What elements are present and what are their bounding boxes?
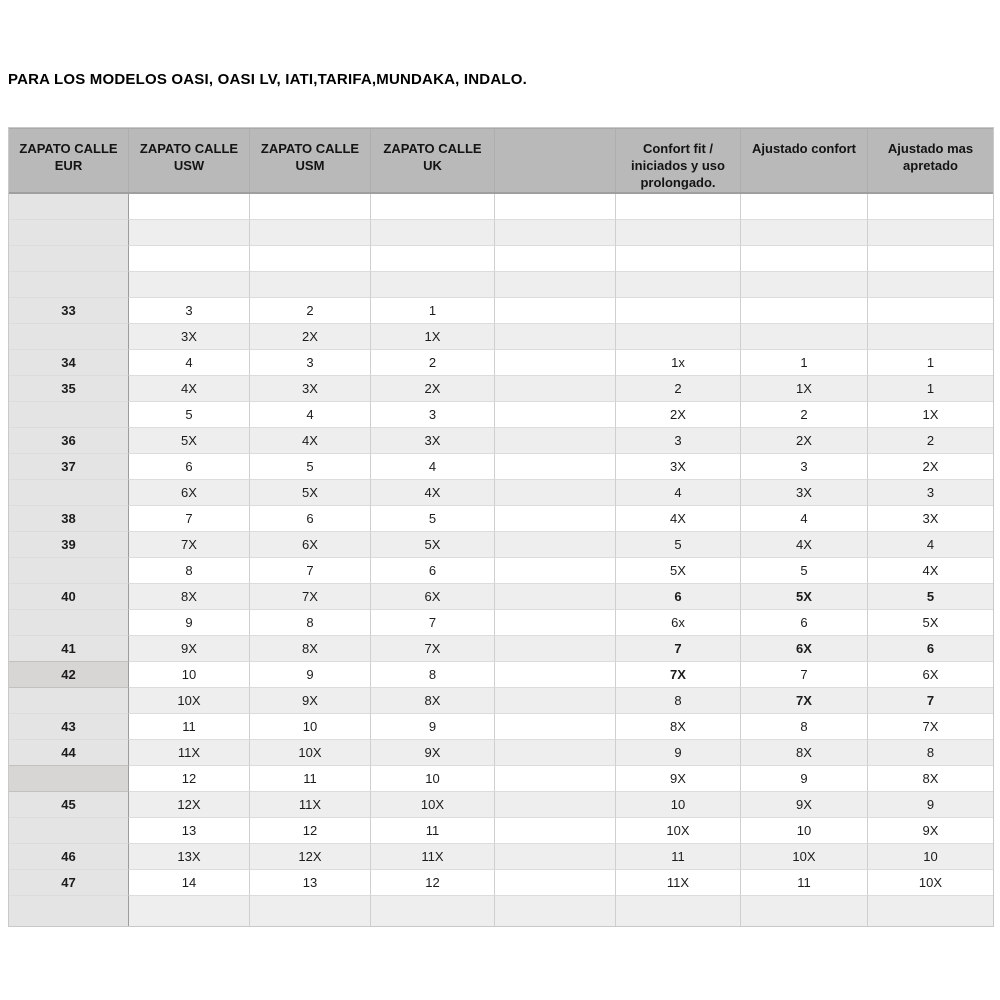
spacer-cell xyxy=(495,532,616,558)
spacer-cell xyxy=(495,324,616,350)
eur-size-cell: 34 xyxy=(9,350,129,376)
uk-cell: 8X xyxy=(371,688,495,714)
column-header-eur: ZAPATO CALLE EUR xyxy=(9,129,129,192)
usm-cell: 6X xyxy=(250,532,371,558)
table-row xyxy=(9,402,993,428)
ajustado-apretado-cell xyxy=(868,298,993,324)
usm-cell: 12 xyxy=(250,818,371,844)
usm-cell: 2X xyxy=(250,324,371,350)
spacer-cell xyxy=(495,818,616,844)
table-row xyxy=(9,324,993,350)
ajustado-apretado-cell: 5 xyxy=(868,584,993,610)
ajustado-apretado-cell: 7 xyxy=(868,688,993,714)
ajustado-confort-cell: 8 xyxy=(741,714,868,740)
ajustado-confort-cell: 2X xyxy=(741,428,868,454)
eur-size-cell xyxy=(9,402,129,428)
spacer-cell xyxy=(495,402,616,428)
ajustado-confort-cell: 1X xyxy=(741,376,868,402)
ajustado-confort-cell: 5X xyxy=(741,584,868,610)
uk-cell: 5 xyxy=(371,506,495,532)
uk-cell: 6 xyxy=(371,558,495,584)
table-row xyxy=(9,662,993,688)
confort-fit-cell xyxy=(616,246,741,272)
ajustado-confort-cell: 10 xyxy=(741,818,868,844)
ajustado-confort-cell: 5 xyxy=(741,558,868,584)
table-row xyxy=(9,714,993,740)
uk-cell: 11 xyxy=(371,818,495,844)
usw-cell: 5 xyxy=(129,402,250,428)
column-header-usw: ZAPATO CALLE USW xyxy=(129,129,250,192)
ajustado-confort-cell: 11 xyxy=(741,870,868,896)
confort-fit-cell: 10X xyxy=(616,818,741,844)
table-row xyxy=(9,376,993,402)
column-header-uk: ZAPATO CALLE UK xyxy=(371,129,495,192)
eur-size-cell xyxy=(9,272,129,298)
table-row xyxy=(9,298,993,324)
uk-cell: 11X xyxy=(371,844,495,870)
spacer-cell xyxy=(495,688,616,714)
table-row xyxy=(9,818,993,844)
table-row xyxy=(9,532,993,558)
uk-cell: 10X xyxy=(371,792,495,818)
confort-fit-cell xyxy=(616,298,741,324)
ajustado-apretado-cell: 1X xyxy=(868,402,993,428)
confort-fit-cell: 9X xyxy=(616,766,741,792)
ajustado-apretado-cell: 9X xyxy=(868,818,993,844)
confort-fit-cell xyxy=(616,324,741,350)
table-row xyxy=(9,246,993,272)
eur-size-cell: 42 xyxy=(9,662,129,688)
usm-cell: 9 xyxy=(250,662,371,688)
usw-cell xyxy=(129,896,250,926)
usm-cell xyxy=(250,272,371,298)
ajustado-confort-cell: 2 xyxy=(741,402,868,428)
usw-cell: 12X xyxy=(129,792,250,818)
usw-cell xyxy=(129,272,250,298)
usm-cell: 7 xyxy=(250,558,371,584)
eur-size-cell: 46 xyxy=(9,844,129,870)
confort-fit-cell: 5 xyxy=(616,532,741,558)
uk-cell: 5X xyxy=(371,532,495,558)
eur-size-cell xyxy=(9,220,129,246)
spacer-cell xyxy=(495,350,616,376)
uk-cell: 2 xyxy=(371,350,495,376)
table-row xyxy=(9,584,993,610)
usm-cell: 11 xyxy=(250,766,371,792)
usm-cell: 5X xyxy=(250,480,371,506)
ajustado-confort-cell: 4X xyxy=(741,532,868,558)
usw-cell: 4X xyxy=(129,376,250,402)
usm-cell: 2 xyxy=(250,298,371,324)
uk-cell: 9X xyxy=(371,740,495,766)
ajustado-apretado-cell xyxy=(868,896,993,926)
eur-size-cell: 35 xyxy=(9,376,129,402)
uk-cell: 4 xyxy=(371,454,495,480)
spacer-cell xyxy=(495,558,616,584)
ajustado-apretado-cell: 10 xyxy=(868,844,993,870)
confort-fit-cell: 10 xyxy=(616,792,741,818)
usm-cell: 4 xyxy=(250,402,371,428)
usm-cell: 9X xyxy=(250,688,371,714)
usm-cell: 11X xyxy=(250,792,371,818)
spacer-cell xyxy=(495,480,616,506)
column-header-spacer xyxy=(495,129,616,192)
ajustado-confort-cell xyxy=(741,246,868,272)
confort-fit-cell: 7 xyxy=(616,636,741,662)
eur-size-cell: 36 xyxy=(9,428,129,454)
column-header-confort-fit: Confort fit / iniciados y uso prolongado. xyxy=(616,129,741,192)
usw-cell: 11 xyxy=(129,714,250,740)
table-row xyxy=(9,740,993,766)
table-row xyxy=(9,844,993,870)
eur-size-cell xyxy=(9,610,129,636)
table-row xyxy=(9,792,993,818)
usw-cell: 8 xyxy=(129,558,250,584)
ajustado-apretado-cell xyxy=(868,220,993,246)
eur-size-cell: 40 xyxy=(9,584,129,610)
spacer-cell xyxy=(495,870,616,896)
column-header-usm: ZAPATO CALLE USM xyxy=(250,129,371,192)
ajustado-confort-cell xyxy=(741,272,868,298)
ajustado-apretado-cell: 4 xyxy=(868,532,993,558)
spacer-cell xyxy=(495,766,616,792)
uk-cell: 7X xyxy=(371,636,495,662)
spacer-cell xyxy=(495,896,616,926)
ajustado-confort-cell: 7 xyxy=(741,662,868,688)
eur-size-cell: 39 xyxy=(9,532,129,558)
uk-cell xyxy=(371,220,495,246)
table-row xyxy=(9,766,993,792)
confort-fit-cell: 11 xyxy=(616,844,741,870)
uk-cell: 8 xyxy=(371,662,495,688)
confort-fit-cell xyxy=(616,896,741,926)
ajustado-apretado-cell: 8 xyxy=(868,740,993,766)
usm-cell xyxy=(250,220,371,246)
confort-fit-cell: 1x xyxy=(616,350,741,376)
uk-cell: 3 xyxy=(371,402,495,428)
ajustado-apretado-cell: 9 xyxy=(868,792,993,818)
usw-cell: 5X xyxy=(129,428,250,454)
ajustado-confort-cell: 3 xyxy=(741,454,868,480)
page-title: PARA LOS MODELOS OASI, OASI LV, IATI,TARIFA,MUNDAKA, INDALO. xyxy=(8,71,527,88)
spacer-cell xyxy=(495,506,616,532)
confort-fit-cell: 7X xyxy=(616,662,741,688)
ajustado-apretado-cell: 8X xyxy=(868,766,993,792)
usm-cell: 6 xyxy=(250,506,371,532)
confort-fit-cell: 2 xyxy=(616,376,741,402)
spacer-cell xyxy=(495,246,616,272)
ajustado-apretado-cell: 2X xyxy=(868,454,993,480)
confort-fit-cell: 9 xyxy=(616,740,741,766)
eur-size-cell: 47 xyxy=(9,870,129,896)
ajustado-confort-cell: 9X xyxy=(741,792,868,818)
usm-cell: 12X xyxy=(250,844,371,870)
ajustado-apretado-cell: 1 xyxy=(868,376,993,402)
ajustado-confort-cell xyxy=(741,324,868,350)
eur-size-cell: 38 xyxy=(9,506,129,532)
usw-cell: 3 xyxy=(129,298,250,324)
spacer-cell xyxy=(495,792,616,818)
confort-fit-cell: 4 xyxy=(616,480,741,506)
uk-cell: 1 xyxy=(371,298,495,324)
eur-size-cell xyxy=(9,558,129,584)
spacer-cell xyxy=(495,662,616,688)
confort-fit-cell: 3 xyxy=(616,428,741,454)
ajustado-apretado-cell: 7X xyxy=(868,714,993,740)
usw-cell: 12 xyxy=(129,766,250,792)
usw-cell: 11X xyxy=(129,740,250,766)
ajustado-apretado-cell: 2 xyxy=(868,428,993,454)
uk-cell: 7 xyxy=(371,610,495,636)
table-header-row xyxy=(9,128,993,194)
confort-fit-cell: 8X xyxy=(616,714,741,740)
usm-cell: 3 xyxy=(250,350,371,376)
eur-size-cell: 33 xyxy=(9,298,129,324)
spacer-cell xyxy=(495,194,616,220)
ajustado-apretado-cell: 5X xyxy=(868,610,993,636)
ajustado-apretado-cell xyxy=(868,272,993,298)
confort-fit-cell xyxy=(616,220,741,246)
uk-cell xyxy=(371,246,495,272)
eur-size-cell xyxy=(9,324,129,350)
table-row xyxy=(9,870,993,896)
table-row xyxy=(9,194,993,220)
usm-cell: 4X xyxy=(250,428,371,454)
uk-cell: 1X xyxy=(371,324,495,350)
uk-cell xyxy=(371,272,495,298)
usw-cell: 6X xyxy=(129,480,250,506)
eur-size-cell xyxy=(9,818,129,844)
uk-cell: 6X xyxy=(371,584,495,610)
table-row xyxy=(9,350,993,376)
uk-cell: 9 xyxy=(371,714,495,740)
ajustado-confort-cell xyxy=(741,194,868,220)
eur-size-cell: 37 xyxy=(9,454,129,480)
ajustado-apretado-cell: 6X xyxy=(868,662,993,688)
ajustado-apretado-cell: 1 xyxy=(868,350,993,376)
uk-cell: 2X xyxy=(371,376,495,402)
eur-size-cell xyxy=(9,766,129,792)
size-conversion-table xyxy=(8,127,994,927)
ajustado-confort-cell xyxy=(741,220,868,246)
ajustado-apretado-cell: 3 xyxy=(868,480,993,506)
uk-cell: 12 xyxy=(371,870,495,896)
usm-cell xyxy=(250,896,371,926)
eur-size-cell: 43 xyxy=(9,714,129,740)
ajustado-apretado-cell: 3X xyxy=(868,506,993,532)
column-header-ajustado-apretado: Ajustado mas apretado xyxy=(887,141,974,174)
usw-cell: 9 xyxy=(129,610,250,636)
usw-cell: 7 xyxy=(129,506,250,532)
ajustado-apretado-cell: 6 xyxy=(868,636,993,662)
usw-cell: 3X xyxy=(129,324,250,350)
table-row xyxy=(9,506,993,532)
table-row xyxy=(9,220,993,246)
usw-cell: 7X xyxy=(129,532,250,558)
usm-cell: 10X xyxy=(250,740,371,766)
confort-fit-cell: 11X xyxy=(616,870,741,896)
ajustado-confort-cell: 6 xyxy=(741,610,868,636)
spacer-cell xyxy=(495,844,616,870)
spacer-cell xyxy=(495,610,616,636)
spacer-cell xyxy=(495,454,616,480)
usm-cell: 5 xyxy=(250,454,371,480)
usm-cell: 8 xyxy=(250,610,371,636)
ajustado-confort-cell xyxy=(741,298,868,324)
usw-cell xyxy=(129,194,250,220)
eur-size-cell xyxy=(9,480,129,506)
ajustado-confort-cell: 4 xyxy=(741,506,868,532)
usm-cell: 7X xyxy=(250,584,371,610)
usw-cell: 9X xyxy=(129,636,250,662)
ajustado-confort-cell: 7X xyxy=(741,688,868,714)
ajustado-apretado-cell xyxy=(868,324,993,350)
confort-fit-cell xyxy=(616,194,741,220)
table-row xyxy=(9,610,993,636)
usm-cell xyxy=(250,246,371,272)
eur-size-cell: 45 xyxy=(9,792,129,818)
confort-fit-cell: 8 xyxy=(616,688,741,714)
confort-fit-cell: 3X xyxy=(616,454,741,480)
confort-fit-cell: 4X xyxy=(616,506,741,532)
table-row xyxy=(9,558,993,584)
usw-cell: 13 xyxy=(129,818,250,844)
usw-cell: 14 xyxy=(129,870,250,896)
eur-size-cell xyxy=(9,246,129,272)
usw-cell: 6 xyxy=(129,454,250,480)
spacer-cell xyxy=(495,376,616,402)
table-row xyxy=(9,688,993,714)
uk-cell: 3X xyxy=(371,428,495,454)
usm-cell: 3X xyxy=(250,376,371,402)
table-row xyxy=(9,272,993,298)
usw-cell: 8X xyxy=(129,584,250,610)
usm-cell: 8X xyxy=(250,636,371,662)
usw-cell: 10X xyxy=(129,688,250,714)
spacer-cell xyxy=(495,428,616,454)
eur-size-cell: 41 xyxy=(9,636,129,662)
usm-cell: 10 xyxy=(250,714,371,740)
usw-cell xyxy=(129,220,250,246)
table-row xyxy=(9,636,993,662)
usw-cell: 10 xyxy=(129,662,250,688)
spacer-cell xyxy=(495,740,616,766)
uk-cell: 10 xyxy=(371,766,495,792)
ajustado-confort-cell: 3X xyxy=(741,480,868,506)
table-body xyxy=(9,194,993,926)
eur-size-cell xyxy=(9,194,129,220)
table-row xyxy=(9,454,993,480)
usw-cell: 13X xyxy=(129,844,250,870)
eur-size-cell xyxy=(9,688,129,714)
ajustado-confort-cell xyxy=(741,896,868,926)
ajustado-apretado-cell xyxy=(868,194,993,220)
column-header-ajustado-confort: Ajustado confort xyxy=(741,129,868,192)
eur-size-cell: 44 xyxy=(9,740,129,766)
usw-cell: 4 xyxy=(129,350,250,376)
usm-cell xyxy=(250,194,371,220)
uk-cell: 4X xyxy=(371,480,495,506)
confort-fit-cell: 6x xyxy=(616,610,741,636)
spacer-cell xyxy=(495,584,616,610)
spacer-cell xyxy=(495,272,616,298)
ajustado-apretado-cell xyxy=(868,246,993,272)
table-row xyxy=(9,428,993,454)
usw-cell xyxy=(129,246,250,272)
confort-fit-cell: 5X xyxy=(616,558,741,584)
ajustado-confort-cell: 8X xyxy=(741,740,868,766)
spacer-cell xyxy=(495,220,616,246)
ajustado-apretado-cell: 10X xyxy=(868,870,993,896)
eur-size-cell xyxy=(9,896,129,926)
confort-fit-cell: 2X xyxy=(616,402,741,428)
ajustado-confort-cell: 10X xyxy=(741,844,868,870)
ajustado-confort-cell: 1 xyxy=(741,350,868,376)
table-row xyxy=(9,480,993,506)
table-row xyxy=(9,896,993,926)
usm-cell: 13 xyxy=(250,870,371,896)
uk-cell xyxy=(371,896,495,926)
spacer-cell xyxy=(495,636,616,662)
uk-cell xyxy=(371,194,495,220)
ajustado-apretado-cell: 4X xyxy=(868,558,993,584)
ajustado-confort-cell: 9 xyxy=(741,766,868,792)
spacer-cell xyxy=(495,714,616,740)
spacer-cell xyxy=(495,298,616,324)
ajustado-confort-cell: 6X xyxy=(741,636,868,662)
confort-fit-cell xyxy=(616,272,741,298)
confort-fit-cell: 6 xyxy=(616,584,741,610)
